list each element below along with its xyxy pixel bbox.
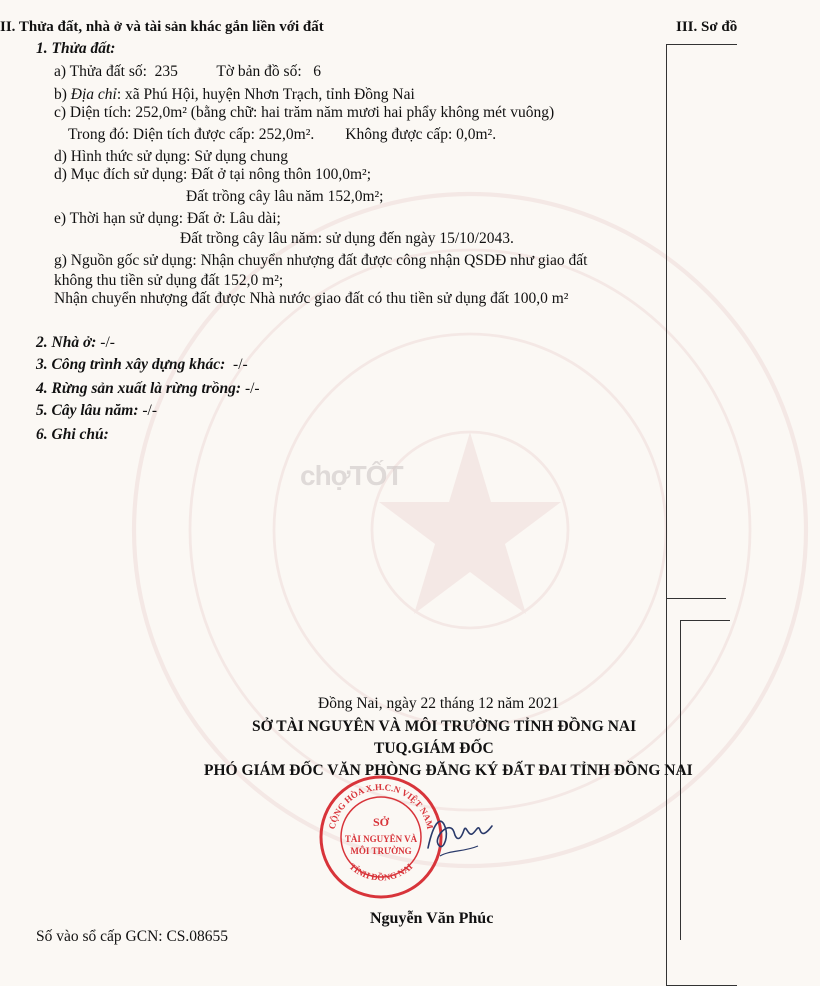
land-usage-term-2: Đất trồng cây lâu năm: sử dụng đến ngày 15/10/2043. <box>180 230 514 247</box>
notes-item: 6. Ghi chú: <box>36 426 109 443</box>
certificate-registry-number: Số vào sổ cấp GCN: CS.08655 <box>36 928 229 945</box>
seal-bottom-text: TỈNH ĐỒNG NAI <box>347 861 415 883</box>
seal-center-1: SỞ <box>372 815 390 829</box>
land-address: b) Địa chỉ: xã Phú Hội, huyện Nhơn Trạch, tỉnh Đồng Nai <box>54 86 415 103</box>
signer-name: Nguyễn Văn Phúc <box>370 910 494 927</box>
issuing-agency: SỞ TÀI NGUYÊN VÀ MÔI TRƯỜNG TỈNH ĐỒNG NAI <box>252 718 637 735</box>
trees-item: 5. Cây lâu năm: -/- <box>36 402 157 419</box>
signer-position: PHÓ GIÁM ĐỐC VĂN PHÒNG ĐĂNG KÝ ĐẤT ĐAI TỈNH ĐỒNG NAI <box>204 762 693 779</box>
land-usage-purpose-2: Đất trồng cây lâu năm 152,0m²; <box>186 188 384 205</box>
land-usage-term: e) Thời hạn sử dụng: Đất ở: Lâu dài; <box>54 210 281 227</box>
land-usage-purpose: d) Mục đích sử dụng: Đất ở tại nông thôn 100,0m²; <box>54 166 372 183</box>
svg-text:TỈNH ĐỒNG NAI <box>347 861 414 882</box>
tuq-title: TUQ.GIÁM ĐỐC <box>374 740 494 757</box>
land-area-detail: Trong đó: Diện tích được cấp: 252,0m². Không được cấp: 0,0m². <box>68 126 497 143</box>
land-origin: g) Nguồn gốc sử dụng: Nhận chuyển nhượng đất được công nhận QSDĐ như giao đất <box>54 252 588 269</box>
land-origin-2: không thu tiền sử dụng đất 152,0 m²; <box>54 272 284 289</box>
construction-item: 3. Công trình xây dựng khác: -/- <box>36 356 248 373</box>
seal-ring-text: CỘNG HÒA X.H.C.N VIỆT NAM <box>326 781 436 831</box>
diagram-frame <box>666 44 737 986</box>
diagram-divider <box>680 620 681 940</box>
seal-center-2: TÀI NGUYÊN VÀ <box>344 834 418 844</box>
signature-date: Đồng Nai, ngày 22 tháng 12 năm 2021 <box>318 695 560 712</box>
land-usage-form: d) Hình thức sử dụng: Sử dụng chung <box>54 148 289 165</box>
land-parcel: a) Thửa đất số: 235 Tờ bản đồ số: 6 <box>54 63 322 80</box>
section3-title: III. Sơ đồ <box>676 19 738 35</box>
house-item: 2. Nhà ở: -/- <box>36 334 115 351</box>
diagram-divider <box>666 598 726 599</box>
land-heading: 1. Thửa đất: <box>36 40 116 57</box>
handwritten-signature-icon <box>420 800 500 870</box>
section-title: II. Thửa đất, nhà ở và tài sản khác gắn liền với đất <box>0 19 324 35</box>
seal-center-3: MÔI TRƯỜNG <box>350 846 412 856</box>
diagram-divider <box>680 620 730 621</box>
watermark: chợTỐT <box>300 460 403 491</box>
land-area: c) Diện tích: 252,0m² (bằng chữ: hai trăm năm mươi hai phẩy không mét vuông) <box>54 104 555 121</box>
land-origin-3: Nhận chuyển nhượng đất được Nhà nước giao đất có thu tiền sử dụng đất 100,0 m² <box>54 290 569 307</box>
forest-item: 4. Rừng sản xuất là rừng trồng: -/- <box>36 380 260 397</box>
